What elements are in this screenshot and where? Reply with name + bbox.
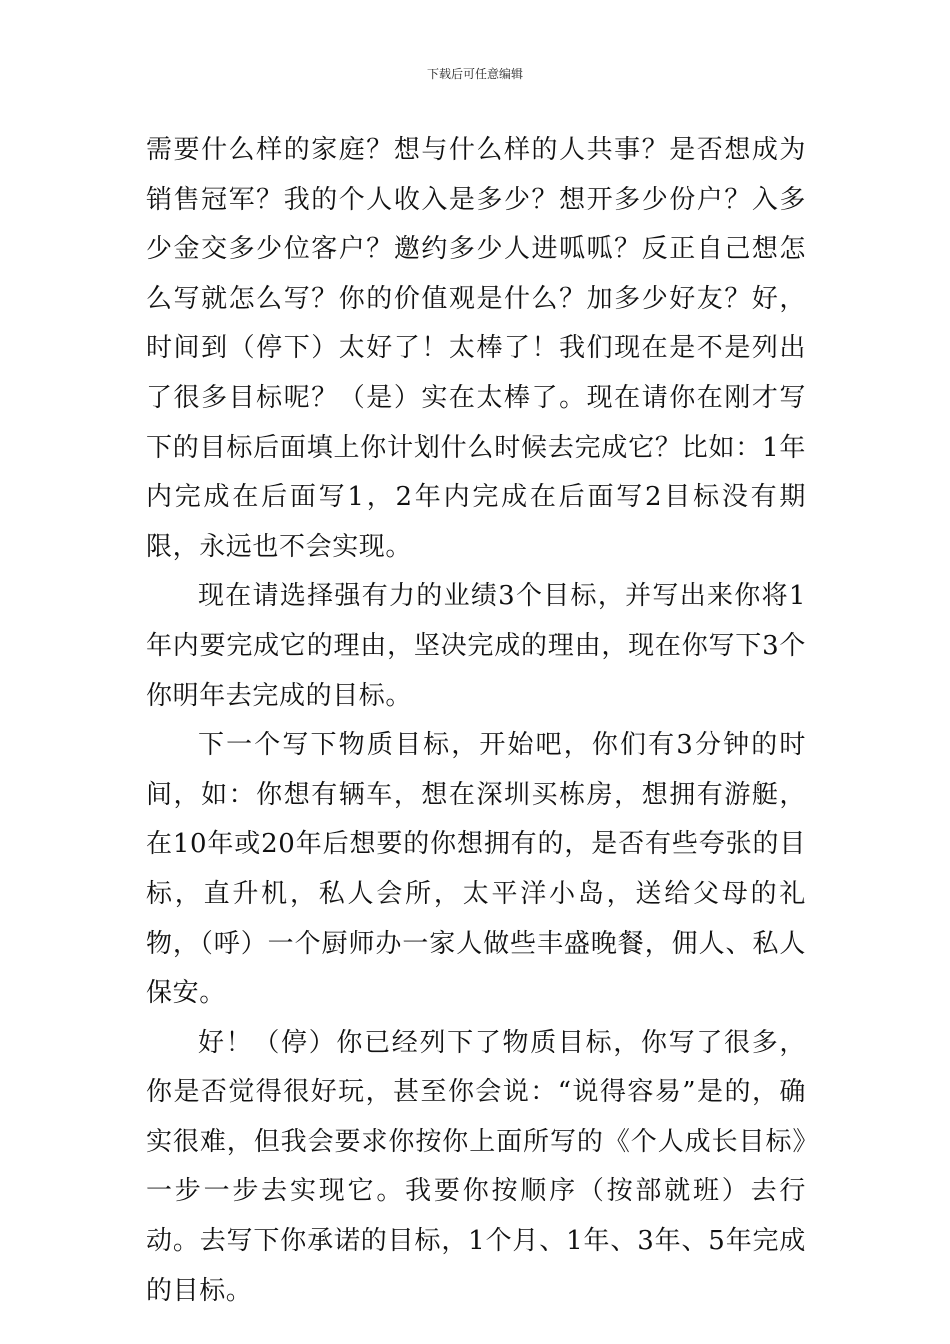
paragraph-4: 好！（停）你已经列下了物质目标，你写了很多，你是否觉得很好玩，甚至你会说：“说得容易”是的，确实很难，但我会要求你按你上面所写的《个人成长目标》一步一步去实现它。我要你按顺序（按部就班）去行动。去写下你承诺的目标，1个月、1年、3年、5年完成的目标。 bbox=[146, 1027, 806, 1306]
document-body bbox=[146, 126, 806, 1316]
paragraph-1: 需要什么样的家庭？想与什么样的人共事？是否想成为销售冠军？我的个人收入是多少？想开多少份户？入多少金交多少位客户？邀约多少人进呱呱？反正自己想怎么写就怎么写？你的价值观是什么？加多少好友？好，时间到（停下）太好了！太棒了！我们现在是不是列出了很多目标呢？（是）实在太棒了。现在请你在刚才写下的目标后面填上你计划什么时候去完成它？比如：1年内完成在后面写1，2年内完成在后面写2目标没有期限，永远也不会实现。 bbox=[146, 135, 806, 562]
paragraph-2: 现在请选择强有力的业绩3个目标，并写出来你将1年内要完成它的理由，坚决完成的理由，现在你写下3个你明年去完成的目标。 bbox=[146, 581, 806, 711]
paragraph-3: 下一个写下物质目标，开始吧，你们有3分钟的时间，如：你想有辆车，想在深圳买栋房，想拥有游艇，在10年或20年后想要的你想拥有的，是否有些夸张的目标，直升机，私人会所，太平洋小岛，送给父母的礼物，（呼）一个厨师办一家人做些丰盛晚餐，佣人、私人保安。 bbox=[146, 730, 806, 1009]
page-header-note: 下载后可任意编辑 bbox=[426, 67, 523, 81]
